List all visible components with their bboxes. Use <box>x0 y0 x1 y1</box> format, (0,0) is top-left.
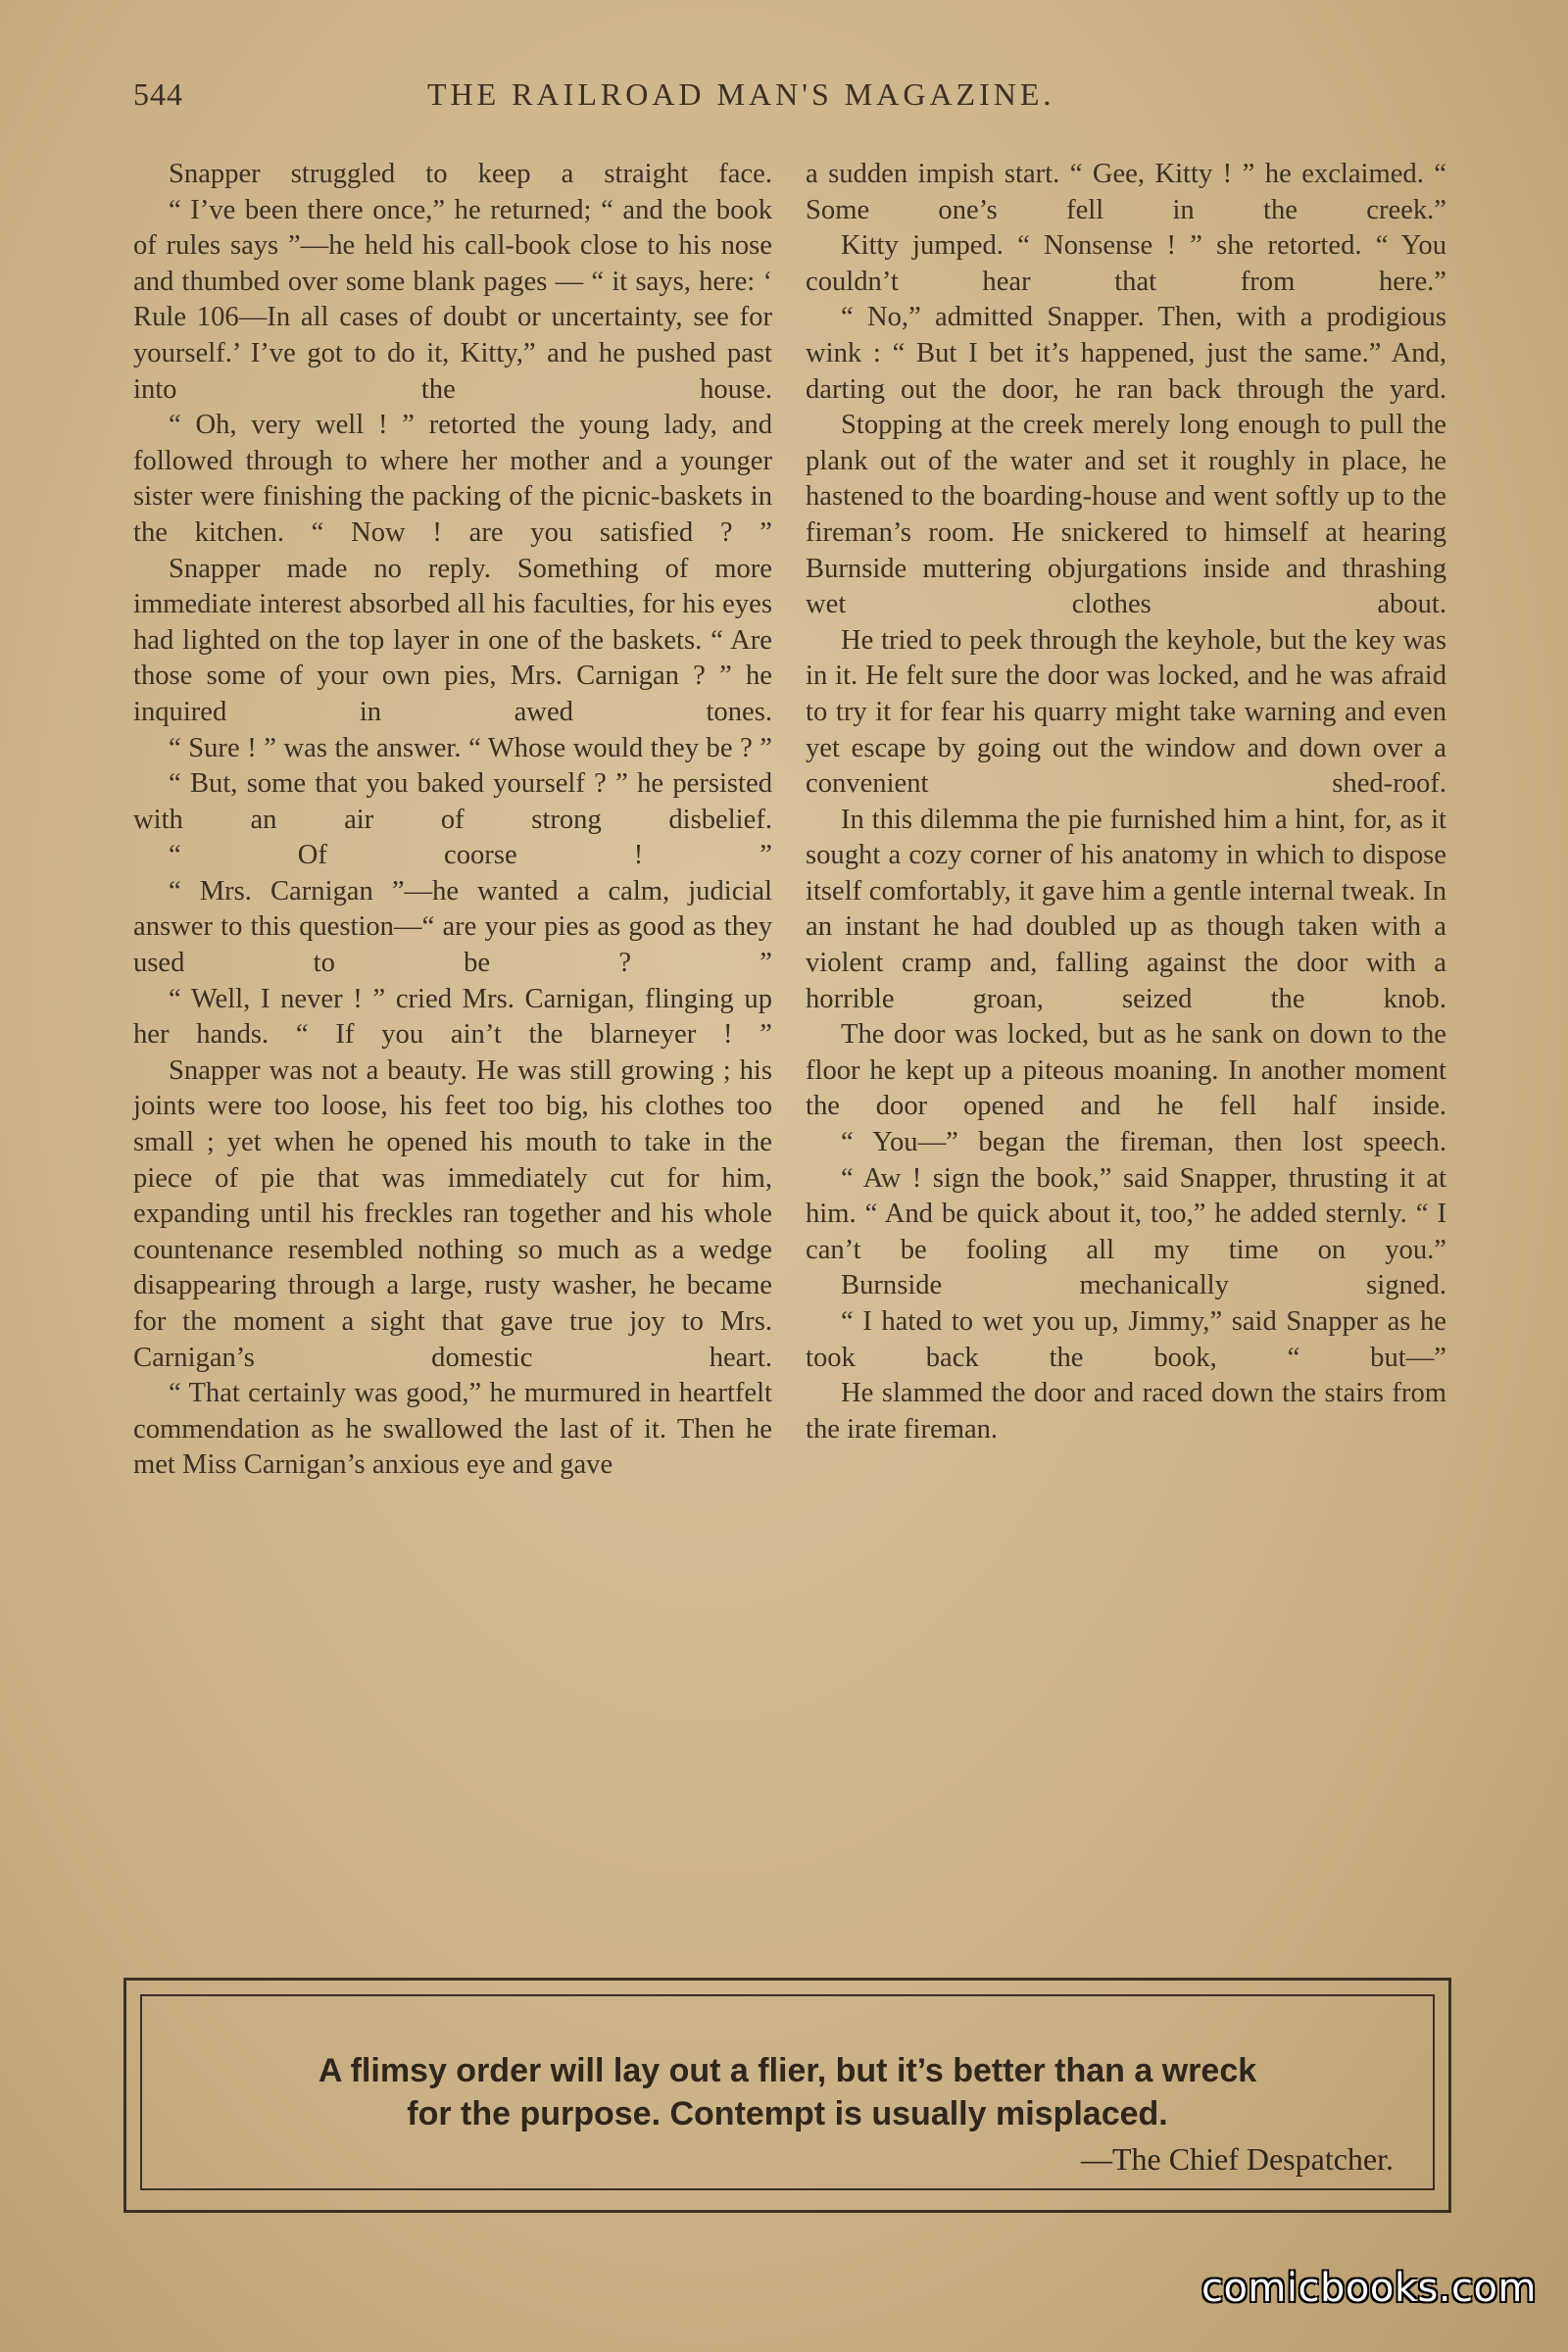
right-paragraph-1: a sudden impish start. “ Gee, Kitty ! ” he exclaimed. “ Some one’s fell in the creek.” <box>806 159 1446 225</box>
left-paragraph-1: Snapper struggled to keep a straight face. <box>169 159 772 189</box>
right-paragraph-8: “ You—” began the fireman, then lost speech. <box>841 1127 1446 1158</box>
quote-line-2: for the purpose. Contempt is usually misplaced. <box>407 2095 1168 2132</box>
left-paragraph-6: “ But, some that you baked yourself ? ” he persisted with an air of strong disbelief. <box>133 768 772 835</box>
quote-attribution: —The Chief Despatcher. <box>1081 2141 1394 2177</box>
page-header <box>133 76 1446 120</box>
right-paragraph-11: “ I hated to wet you up, Jimmy,” said Snapper as he took back the book, “ but—” <box>806 1306 1446 1373</box>
left-paragraph-11: “ That certainly was good,” he murmured in heartfelt commendation as he swallowed the last of it. Then he met Miss Carnigan’s anxious eye and gave <box>133 1378 772 1481</box>
quote-line-1: A flimsy order will lay out a flier, but it’s better than a wreck <box>318 2052 1257 2089</box>
right-column <box>806 157 1446 1447</box>
left-paragraph-5: “ Sure ! ” was the answer. “ Whose would they be ? ” <box>169 732 772 763</box>
left-paragraph-3: “ Oh, very well ! ” retorted the young lady, and followed through to where her mother and a younger sister were finishing the packing of the picnic-baskets in the kitchen. “ Now ! are you satisfied ? ” <box>133 410 772 548</box>
right-paragraph-6: In this dilemma the pie furnished him a hint, for, as it sought a cozy corner of his anatomy in which to dispose itself comfortably, it gave him a gentle internal tweak. In an instant he had doubled up as though taken with a violent cramp and, falling against the door with a horrible groan, seized the knob. <box>806 804 1446 1014</box>
quote-box <box>123 1978 1451 2213</box>
running-title: THE RAILROAD MAN'S MAGAZINE. <box>427 76 1055 112</box>
left-paragraph-4: Snapper made no reply. Something of more immediate interest absorbed all his faculties, for his eyes had lighted on the top layer in one of the baskets. “ Are those some of your own pies, Mrs. Carnigan ? ” he inquired in awed tones. <box>133 553 772 727</box>
left-paragraph-10: Snapper was not a beauty. He was still growing ; his joints were too loose, his feet too big, his clothes too small ; yet when he opened his mouth to take in the piece of pie that was immediately cut for him, expanding until his freckles ran together and his whole countenance resembled nothing so much as a wedge disappearing through a large, rusty washer, he became for the moment a sight that gave true joy to Mrs. Carnigan’s domestic heart. <box>133 1054 772 1373</box>
left-paragraph-8: “ Mrs. Carnigan ”—he wanted a calm, judicial answer to this question—“ are your pies as good as they used to be ? ” <box>133 875 772 979</box>
right-paragraph-3: “ No,” admitted Snapper. Then, with a prodigious wink : “ But I bet it’s happened, just the same.” And, darting out the door, he ran back through the yard. <box>806 302 1446 405</box>
right-paragraph-7: The door was locked, but as he sank on down to the floor he kept up a piteous moaning. In another moment the door opened and he fell half inside. <box>806 1019 1446 1122</box>
right-paragraph-10: Burnside mechanically signed. <box>841 1270 1446 1301</box>
left-paragraph-9: “ Well, I never ! ” cried Mrs. Carnigan, flinging up her hands. “ If you ain’t the blarneyer ! ” <box>133 983 772 1051</box>
right-paragraph-9: “ Aw ! sign the book,” said Snapper, thrusting it at him. “ And be quick about it, too,” he added sternly. “ I can’t be fooling all my time on you.” <box>806 1162 1446 1265</box>
page-number: 544 <box>133 76 183 112</box>
watermark: comicbooks.com <box>1200 2266 1537 2311</box>
right-paragraph-5: He tried to peek through the keyhole, but the key was in it. He felt sure the door was locked, and he was afraid to try it for fear his quarry might take warning and even yet escape by going out the window and down over a convenient shed-roof. <box>806 624 1446 800</box>
quote-box-inner-border <box>140 1994 1435 2190</box>
right-paragraph-12: He slammed the door and raced down the stairs from the irate fireman. <box>806 1378 1446 1445</box>
left-paragraph-2: “ I’ve been there once,” he returned; “ and the book of rules says ”—he held his call-book close to his nose and thumbed over some blank pages — “ it says, here: ‘ Rule 106—In all cases of doubt or uncertainty, see for yourself.’ I’ve got to do it, Kitty,” and he pushed past into the house. <box>133 194 772 405</box>
right-paragraph-2: Kitty jumped. “ Nonsense ! ” she retorted. “ You couldn’t hear that from here.” <box>806 230 1446 297</box>
right-paragraph-4: Stopping at the creek merely long enough to pull the plank out of the water and set it roughly in place, he hastened to the boarding-house and went softly up to the fireman’s room. He snickered to himself at hearing Burnside muttering objurgations inside and thrashing wet clothes about. <box>806 410 1446 620</box>
quote-text <box>175 2049 1399 2135</box>
left-column <box>133 157 772 1484</box>
left-paragraph-7: “ Of coorse ! ” <box>169 840 772 871</box>
